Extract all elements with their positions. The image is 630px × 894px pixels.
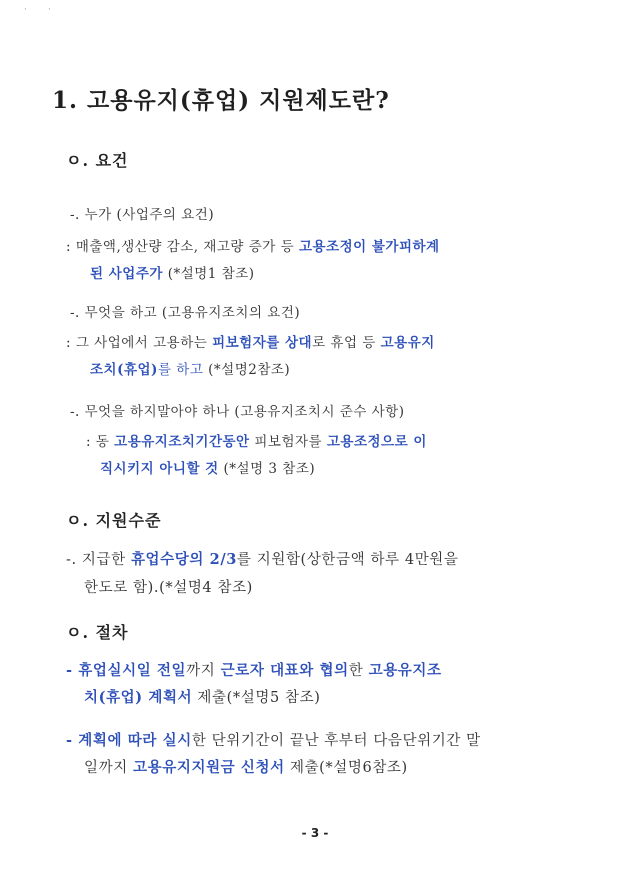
scan-mark: · — [48, 5, 51, 15]
requirement-who-line2: 된 사업주가 (*설명1 참조) — [90, 266, 255, 282]
requirement-what-label: -. 무엇을 하고 (고용유지조치의 요건) — [70, 305, 301, 321]
page-number: - 3 - — [301, 826, 329, 840]
support-level-line2: 한도로 함).(*설명4 참조) — [84, 580, 253, 596]
procedure-item2-line2: 일까지 고용유지지원금 신청서 제출(*설명6참조) — [84, 759, 408, 776]
procedure-item1-line1: - 휴업실시일 전일까지 근로자 대표와 협의한 고용유지조 — [66, 662, 442, 679]
requirement-notdo-line1: : 동 고용유지조치기간동안 피보험자를 고용조정으로 이 — [86, 434, 427, 450]
requirement-what-line1: : 그 사업에서 고용하는 피보험자를 상대로 휴업 등 고용유지 — [66, 335, 435, 351]
requirement-who-line1: : 매출액,생산량 감소, 재고량 증가 등 고용조정이 불가피하계 — [66, 239, 440, 255]
section-support-level-title: ㅇ. 지원수준 — [66, 511, 162, 530]
page-title: 1. 고용유지(휴업) 지원제도란? — [52, 87, 390, 114]
requirement-notdo-line2: 직시키지 아니할 것 (*설명 3 참조) — [100, 461, 316, 477]
section-requirements-title: ㅇ. 요건 — [66, 151, 129, 170]
procedure-item2-line1: - 계획에 따라 실시한 단위기간이 끝난 후부터 다음단위기간 말 — [66, 732, 481, 749]
requirement-notdo-label: -. 무엇을 하지말아야 하나 (고용유지조치시 준수 사항) — [70, 404, 405, 420]
requirement-who-label: -. 누가 (사업주의 요건) — [70, 207, 215, 223]
support-level-line1: -. 지급한 휴업수당의 2/3를 지원함(상한금액 하루 4만원을 — [66, 551, 459, 568]
section-procedure-title: ㅇ. 절차 — [66, 623, 129, 642]
scan-mark: · — [24, 5, 27, 15]
requirement-what-line2: 조치(휴업)를 하고 (*설명2참조) — [90, 362, 291, 378]
procedure-item1-line2: 치(휴업) 계획서 제출(*설명5 참조) — [84, 689, 321, 706]
